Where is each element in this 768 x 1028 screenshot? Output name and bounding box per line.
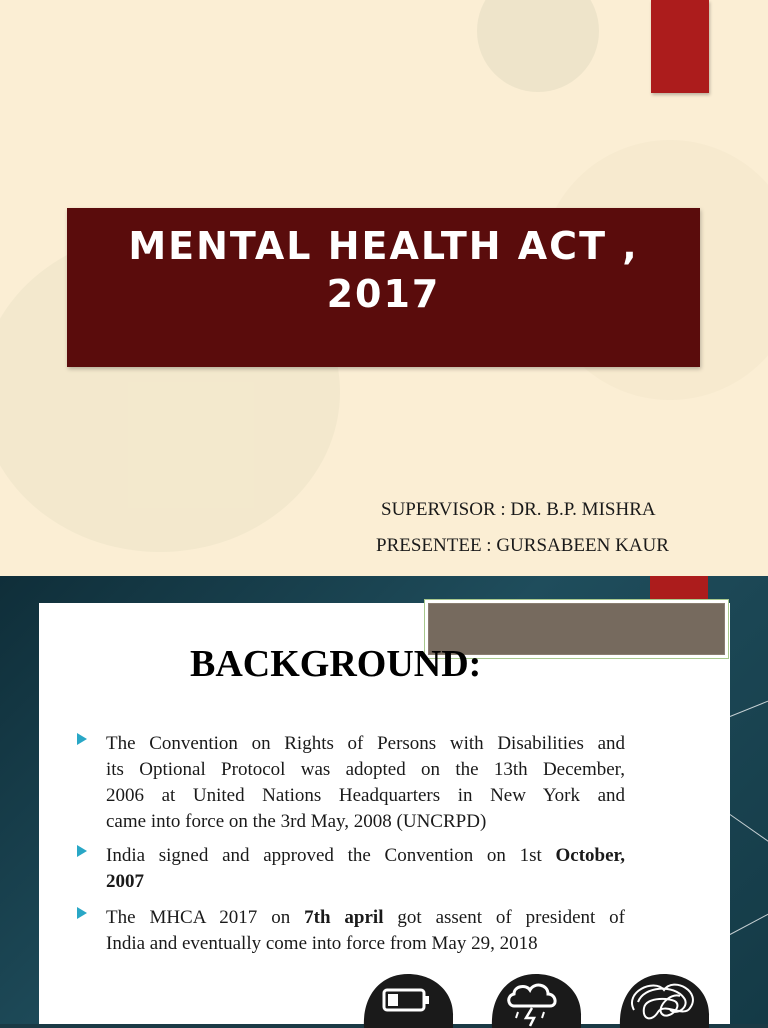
- slide-heading: BACKGROUND:: [190, 643, 482, 685]
- background-decoration: [477, 0, 599, 92]
- bullet-line: came into force on the 3rd May, 2008 (UNCRPD): [106, 811, 487, 832]
- triangle-right-icon: [77, 907, 87, 919]
- triangle-right-icon: [77, 733, 87, 745]
- title-line: MENTAL HEALTH ACT ,: [128, 224, 639, 268]
- bullet-bold-text: 2007: [106, 871, 144, 892]
- bullet-text: India signed and approved the Convention on 1st: [106, 845, 556, 866]
- bullet-text: got assent of president of: [383, 907, 626, 928]
- title-line: 2017: [326, 272, 441, 316]
- bullet-line: 2006 at United Nations Headquarters in New York and: [106, 785, 625, 806]
- accent-tab: [651, 0, 709, 93]
- bullet-bold-text: October,: [555, 845, 625, 866]
- bullet-line: [106, 843, 625, 869]
- bullet-bold-text: 7th april: [304, 907, 384, 928]
- slide-title: [67, 222, 700, 318]
- accent-tab: [650, 576, 708, 604]
- bullet-item: [106, 731, 625, 835]
- tangled-mind-head-icon: [614, 972, 714, 1028]
- supervisor-line: SUPERVISOR : DR. B.P. MISHRA: [381, 499, 656, 520]
- title-box: [67, 208, 700, 367]
- bullet-line: The Convention on Rights of Persons with Disabilities and: [106, 733, 625, 754]
- battery-head-icon: [358, 972, 458, 1028]
- storm-cloud-head-icon: [486, 972, 586, 1028]
- bullet-line: [106, 905, 625, 931]
- decorative-line: [730, 814, 768, 849]
- triangle-right-icon: [77, 845, 87, 857]
- bullet-item: [106, 905, 625, 957]
- bullet-item: [106, 843, 625, 895]
- decorative-line: [730, 906, 768, 935]
- presentee-line: PRESENTEE : GURSABEEN KAUR: [376, 535, 669, 556]
- bullet-line: India and eventually come into force from May 29, 2018: [106, 933, 538, 954]
- bullet-text: The MHCA 2017 on: [106, 907, 305, 928]
- bullet-line: [106, 869, 625, 895]
- bullet-line: its Optional Protocol was adopted on the 13th December,: [106, 759, 625, 780]
- decorative-line: [730, 694, 768, 717]
